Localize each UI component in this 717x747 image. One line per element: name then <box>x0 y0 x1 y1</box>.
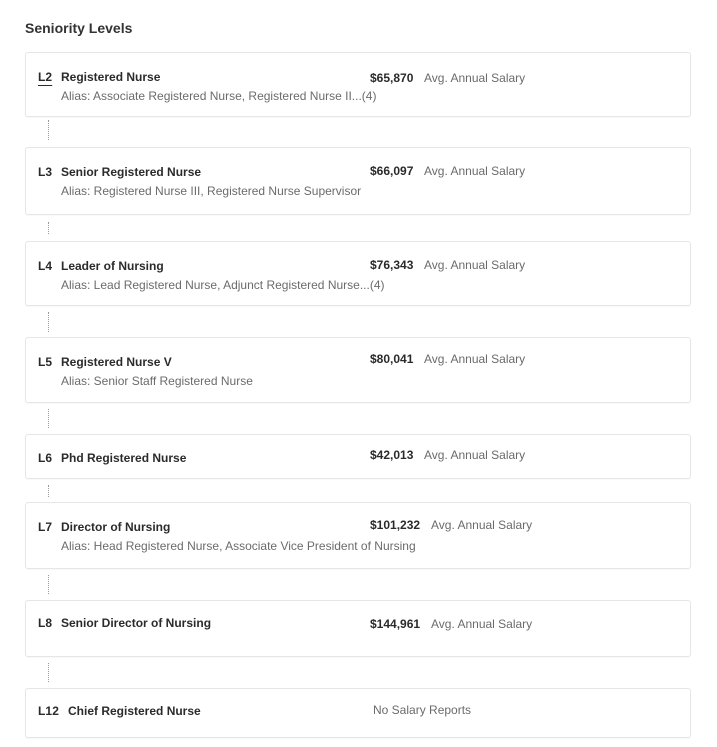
level-code: L2 <box>38 70 53 84</box>
level-card-l8[interactable] <box>25 600 691 657</box>
salary-label: Avg. Annual Salary <box>424 164 526 178</box>
salary-value: $144,961 <box>370 617 421 631</box>
salary-label: Avg. Annual Salary <box>424 71 526 85</box>
level-code: L6 <box>38 451 53 465</box>
level-connector <box>48 312 49 332</box>
level-title[interactable]: Leader of Nursing <box>61 259 164 273</box>
no-salary-reports: No Salary Reports <box>373 703 472 717</box>
level-connector <box>48 409 49 428</box>
level-card-l6[interactable] <box>25 434 691 479</box>
salary-value: $101,232 <box>370 518 421 532</box>
level-connector <box>48 485 49 497</box>
level-title[interactable]: Senior Director of Nursing <box>61 616 212 630</box>
level-card-l2[interactable] <box>25 52 691 117</box>
salary-value: $66,097 <box>370 164 414 178</box>
level-title[interactable]: Senior Registered Nurse <box>61 165 202 179</box>
level-title[interactable]: Registered Nurse V <box>61 355 172 369</box>
salary-label: Avg. Annual Salary <box>424 448 526 462</box>
salary-label: Avg. Annual Salary <box>424 352 526 366</box>
level-code: L5 <box>38 355 53 369</box>
level-connector <box>48 575 49 594</box>
level-card-l5[interactable] <box>25 337 691 403</box>
page-title: Seniority Levels <box>25 20 133 36</box>
level-connector <box>48 120 49 140</box>
salary-value: $42,013 <box>370 448 414 462</box>
level-alias: Alias: Associate Registered Nurse, Registered Nurse II...(4) <box>61 89 377 103</box>
level-connector <box>48 222 49 234</box>
level-connector <box>48 663 49 682</box>
level-card-l4[interactable] <box>25 241 691 306</box>
level-code: L4 <box>38 259 53 273</box>
level-alias: Alias: Registered Nurse III, Registered Nurse Supervisor <box>61 184 362 198</box>
level-card-l7[interactable] <box>25 502 691 569</box>
level-title[interactable]: Director of Nursing <box>61 520 171 534</box>
level-title[interactable]: Chief Registered Nurse <box>68 704 201 718</box>
level-code: L12 <box>38 704 59 718</box>
salary-value: $76,343 <box>370 258 414 272</box>
salary-label: Avg. Annual Salary <box>431 518 533 532</box>
salary-value: $80,041 <box>370 352 414 366</box>
salary-label: Avg. Annual Salary <box>424 258 526 272</box>
salary-value: $65,870 <box>370 71 414 85</box>
level-title[interactable]: Registered Nurse <box>61 70 161 84</box>
level-alias: Alias: Senior Staff Registered Nurse <box>61 374 253 388</box>
level-code: L7 <box>38 520 53 534</box>
level-code: L8 <box>38 616 53 630</box>
level-card-l12[interactable] <box>25 688 691 738</box>
level-title[interactable]: Phd Registered Nurse <box>61 451 187 465</box>
salary-label: Avg. Annual Salary <box>431 617 533 631</box>
level-code: L3 <box>38 165 53 179</box>
level-alias: Alias: Head Registered Nurse, Associate Vice President of Nursing <box>61 539 416 553</box>
level-alias: Alias: Lead Registered Nurse, Adjunct Registered Nurse...(4) <box>61 278 385 292</box>
level-card-l3[interactable] <box>25 147 691 215</box>
